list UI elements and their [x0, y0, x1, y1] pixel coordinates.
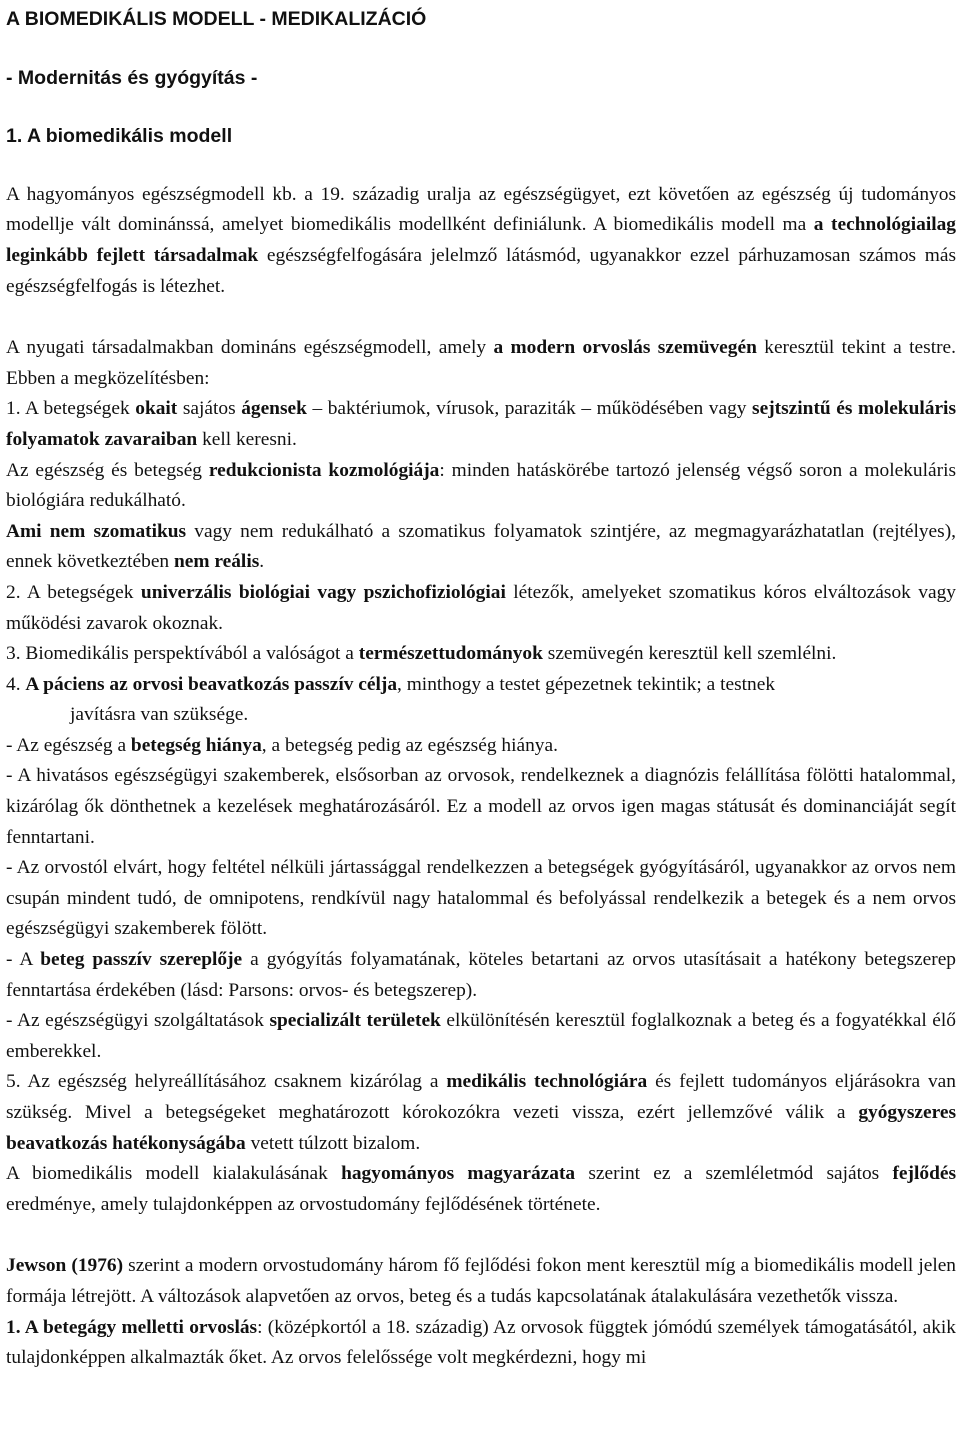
list-item-4-continued: javításra van szüksége. [70, 704, 249, 726]
list-item-5: 5. Az egészség helyreállításához csaknem kizárólag a medikális technológiára és fejlett tudományos eljárásokra van szükség. Mivel a betegségeket meghatározott kórokozókra vezeti vissza, ezért jellemzővé válik a gyógyszeres beavatkozás hatékonyságába vetett túlzott bizalom. [6, 1071, 956, 1154]
list-item-3: 3. Biomedikális perspektívából a valóságot a természettudományok szemüvegén keresztül kell szemlélni. [6, 643, 837, 665]
reduction-paragraph: Az egészség és betegség redukcionista kozmológiája: minden hatáskörébe tartozó jelenség végső soron a molekuláris biológiára redukálható. [6, 459, 957, 512]
traditional-explanation-paragraph: A biomedikális modell kialakulásának hagyományos magyarázata szerint ez a szemléletmód sajátos fejlődés eredménye, amely tulajdonképpen az orvostudomány fejlődésének története. [6, 1163, 957, 1215]
list-item-4: 4. A páciens az orvosi beavatkozás passzív célja, minthogy a testet gépezetnek tekintik; a testnek [6, 673, 776, 695]
dash-item-professionals: - A hivatásos egészségügyi szakemberek, elsősorban az orvosok, rendelkeznek a diagnózis felállítása fölötti hatalommal, kizárólag ők dönthetnek a kezelések meghatározásáról. Ez a modell az orvos igen magas státusát és dominanciáját segít fenntartani. [6, 765, 956, 848]
dash-item-passive-patient: - A beteg passzív szereplője a gyógyítás folyamatának, köteles betartani az orvos utasításait a hatékony betegszerep fenntartása érdekében (lásd: Parsons: orvos- és betegszerep). [6, 949, 956, 1001]
bedside-medicine-paragraph: 1. A betegágy melletti orvoslás: (középkortól a 18. századig) Az orvosok függtek jómódú személyek támogatásától, akik tulajdonképpen alkalmazták őket. Az orvos felelőssége volt megkérdezni, hogy mi [6, 1316, 956, 1369]
western-paragraph: A nyugati társadalmakban domináns egészségmodell, amely a modern orvoslás szemüvegén keresztül tekint a testre. Ebben a megközelítésben: [6, 337, 956, 389]
list-item-2: 2. A betegségek univerzális biológiai vagy pszichofiziológiai létezők, amelyeket szomatikus kóros elváltozások vagy működési zavarok okoznak. [6, 581, 956, 634]
list-item-1: 1. A betegségek okait sajátos ágensek – baktériumok, vírusok, paraziták – működésében vagy sejtszintű és molekuláris folyamatok zavaraiban kell keresni. [6, 398, 956, 450]
dash-item-services: - Az egészségügyi szolgáltatások specializált területek elkülönítésén keresztül foglalkoznak a beteg és a fogyatékkal élő emberekkel. [6, 1010, 956, 1062]
dash-item-health: - Az egészség a betegség hiánya, a betegség pedig az egészség hiánya. [6, 734, 558, 756]
somatic-paragraph: Ami nem szomatikus vagy nem redukálható a szomatikus folyamatok szintjére, az megmagyarázhatatlan (rejtélyes), ennek következtében nem reális. [6, 520, 956, 573]
section-heading: 1. A biomedikális modell [6, 125, 233, 148]
jewson-paragraph: Jewson (1976) szerint a modern orvostudomány három fő fejlődési fokon ment keresztül míg a biomedikális modell jelen formája létrejött. A változások alapvetően az orvos, beteg és a tudás kapcsolatának átalakulására vezethetők vissza. [6, 1255, 957, 1307]
dash-item-doctor-expectation: - Az orvostól elvárt, hogy feltétel nélküli jártassággal rendelkezzen a betegségek gyógyításáról, ugyanakkor az orvos nem csupán mindent tudó, de omnipotens, rendkívül nagy hatalommal és befolyással rendelkezik a betegek és a nem orvos egészségügyi szakemberek fölött. [6, 857, 956, 940]
document-subtitle: - Modernitás és gyógyítás - [6, 66, 258, 89]
document-title: A BIOMEDIKÁLIS MODELL - MEDIKALIZÁCIÓ [6, 8, 427, 30]
intro-paragraph: A hagyományos egészségmodell kb. a 19. századig uralja az egészségügyet, ezt követően az egészség új tudományos modellje vált dominánssá, amelyet biomedikális modellként definiálunk. A biomedikális modell ma a technológiailag leginkább fejlett társadalmak egészségfelfogására jelelmző látásmód, ugyanakkor ezzel párhuzamosan számos más egészségfelfogás is létezhet. [6, 183, 956, 297]
